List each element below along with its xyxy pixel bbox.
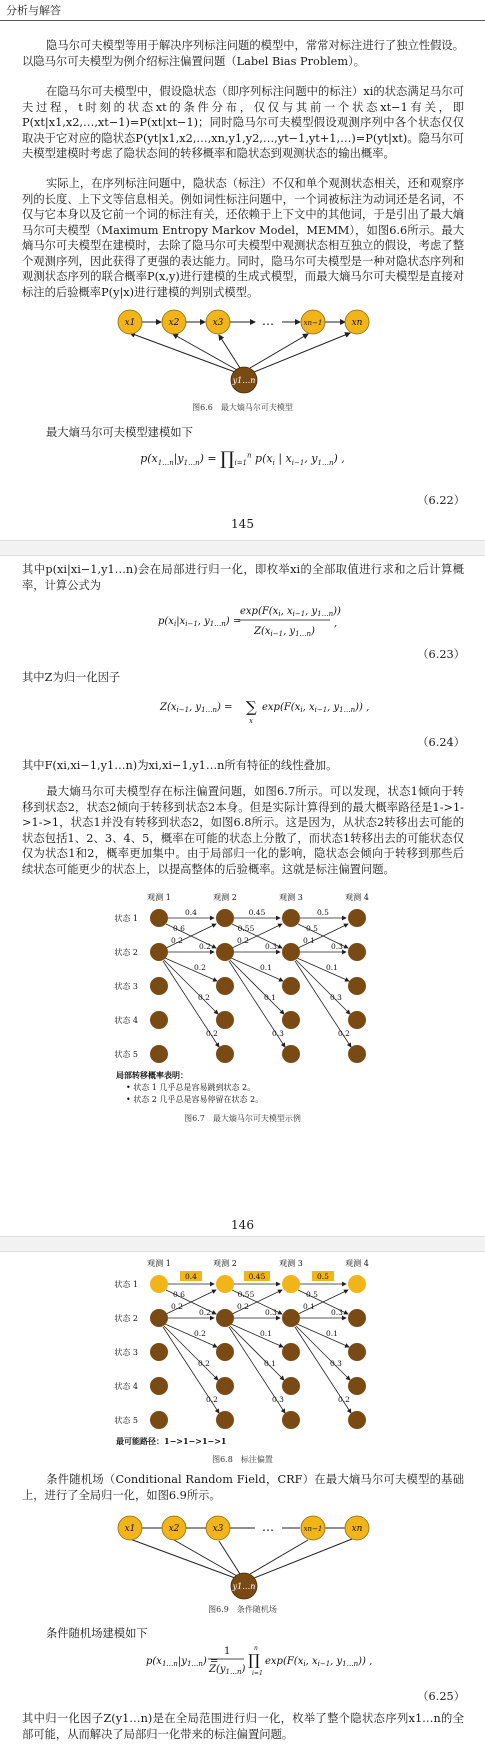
- svg-text:状态 5: 状态 5: [114, 1050, 138, 1059]
- svg-text:0.4: 0.4: [185, 1272, 197, 1281]
- eq-number-6-25: （6.25）: [417, 1690, 465, 1703]
- svg-text:…: …: [262, 314, 274, 328]
- paragraph-2: 在隐马尔可夫模型中，假设隐状态（即序列标注问题中的标注）xi的状态满足马尔可夫过程，t时刻的状态xt的条件分布，仅仅与其前一个状态xt−1有关，即P(xt|x1,x2,…,xt−1)=P(xt|xt−1)；同时隐马尔可夫模型假设观测序列中各个状态仅仅取决于它对应的隐状态P(yt|x1,x2,…,xn,y1,y2,…,yt−1,yt+1,…)=P(yt|xt)。隐马尔可夫模型建模时考虑了隐状态间的转移概率和隐状态到观测状态的输出概率。: [22, 85, 464, 160]
- page-number-146: 146: [231, 1218, 254, 1232]
- svg-text:0.45: 0.45: [248, 908, 266, 917]
- figure-6-6: [0, 300, 485, 398]
- svg-text:0.3: 0.3: [265, 1308, 277, 1317]
- svg-text:观测 2: 观测 2: [213, 1259, 237, 1268]
- equation-6-22: $p(x_{1\dots n}|y_{1\dots n})$ = $\prod_{i=1}^n$ $p(x_i$ | $x_{i-1}$, $y_{1\dots n}$) ,: [140, 448, 345, 469]
- paragraph-7: 其中F(xi,xi−1,y1…n)为xi,xi−1,y1…n所有特征的线性叠加。: [22, 759, 338, 772]
- svg-text:0.1: 0.1: [264, 993, 276, 1002]
- svg-text:状态 4: 状态 4: [114, 1016, 138, 1025]
- svg-text:…: …: [262, 1520, 274, 1534]
- svg-text:状态 1: 状态 1: [114, 914, 138, 923]
- figure-6-9: [0, 1508, 485, 1602]
- svg-text:0.1: 0.1: [303, 936, 315, 945]
- figure-6-7: [0, 888, 485, 1110]
- svg-text:0.6: 0.6: [173, 924, 185, 933]
- svg-text:0.2: 0.2: [237, 1302, 249, 1311]
- svg-text:0.1: 0.1: [303, 1302, 315, 1311]
- svg-text:0.1: 0.1: [260, 963, 272, 972]
- svg-text:状态 1: 状态 1: [114, 1280, 138, 1289]
- svg-text:,: ,: [334, 618, 338, 629]
- svg-text:i=1: i=1: [252, 1670, 263, 1677]
- svg-text:x1: x1: [124, 318, 136, 328]
- svg-text:0.2: 0.2: [171, 1302, 183, 1311]
- svg-text:0.2: 0.2: [199, 942, 211, 951]
- eq-number-6-24: （6.24）: [417, 736, 465, 749]
- svg-text:0.2: 0.2: [237, 936, 249, 945]
- svg-text:Z(xi−1, y1…n) =: $Z(x_{i-1}$, $y_{1\dots n}$) =: [160, 702, 233, 714]
- svg-text:0.1: 0.1: [264, 1359, 276, 1368]
- svg-text:x1: x1: [124, 1524, 136, 1534]
- svg-text:xn−1: xn−1: [303, 1525, 323, 1533]
- svg-text:状态 2: 状态 2: [114, 948, 138, 957]
- svg-text:x: x: [249, 717, 253, 725]
- svg-text:xn: xn: [351, 1524, 363, 1534]
- paragraph-3: 实际上，在序列标注问题中，隐状态（标注）不仅和单个观测状态相关，还和观察序列的长度、上下文等信息相关。例如词性标注问题中，一个词被标注为动词还是名词，不仅与它本身以及它前一个词的标注有关，还依赖于上下文中的其他词，于是引出了最大熵马尔可夫模型（Maximum Entropy Markov Model，MEMM），如图6.6所示。最大熵马尔可夫模型在建模时，去除了隐马尔可夫模型中观测状态相互独立的假设，考虑了整个观测序列，因此获得了更强的表达能力。同时，隐马尔可夫模型是一种对隐状态序列和观测状态序列的联合概率P(x,y)进行建模的生成式模型，而最大熵马尔可夫模型是直接对标注的后验概率P(y|x)进行建模的判别式模型。: [22, 177, 464, 299]
- paragraph-5: 其中p(xi|xi−1,y1…n)会在局部进行归一化，即枚举xi的全部取值进行求和之后计算概率，计算公式为: [22, 563, 464, 592]
- svg-text:状态 4: 状态 4: [114, 1382, 138, 1391]
- svg-text:观测 1: 观测 1: [147, 1259, 171, 1268]
- svg-text:局部转移概率表明：: 局部转移概率表明：: [116, 1070, 188, 1080]
- paragraph-10: 条件随机场建模如下: [46, 1627, 148, 1640]
- paragraph-6: 其中Z为归一化因子: [22, 671, 121, 684]
- svg-text:0.2: 0.2: [194, 1329, 206, 1338]
- caption-6-7: 图6.7 最大熵马尔可夫模型示例: [184, 1114, 301, 1123]
- svg-text:状态 2: 状态 2: [114, 1314, 138, 1323]
- svg-text:0.2: 0.2: [338, 1395, 350, 1404]
- page-separator: [0, 540, 485, 556]
- paragraph-8: 最大熵马尔可夫模型存在标注偏置问题，如图6.7所示。可以发现，状态1倾向于转移到状态2，状态2倾向于转移到状态2本身。但是实际计算得到的最大概率路径是1->1->1->1，状态1并没有转移到状态2，如图6.8所示。这是因为，从状态2转移出去可能的状态包括1、2、3、4、5，概率在可能的状态上分散了，而状态1转移出去的可能状态仅仅为状态1和2，概率更加集中。由于局部归一化的影响，隐状态会倾向于转移到那些后续状态可能更少的状态上，以提高整体的后验概率。这就是标注偏置问题。: [22, 785, 464, 876]
- svg-text:状态 3: 状态 3: [114, 1348, 138, 1357]
- caption-6-8: 图6.8 标注偏置: [212, 1455, 273, 1464]
- svg-text:0.55: 0.55: [237, 1290, 255, 1299]
- page-separator-2: [0, 1236, 485, 1252]
- svg-text:0.5: 0.5: [317, 1272, 329, 1281]
- svg-text:n: n: [254, 1645, 258, 1652]
- svg-text:0.4: 0.4: [185, 908, 197, 917]
- svg-text:Z(y1…n): $Z(y_{1\dots n})$: [209, 1664, 246, 1676]
- svg-text:p(x1…n|y1…n) =: $p(x_{1\dots n}|y_{1\dots n})$ =: [146, 1656, 219, 1668]
- svg-text:exp(F(xi, xi−1, y1…n)) ,: $\exp(F(x_i$, $x_{i-1}$, $y_{1\dots n}$)) ,: [265, 1656, 373, 1668]
- eq-number-6-23: （6.23）: [417, 648, 465, 661]
- svg-text:观测 4: 观测 4: [345, 1259, 369, 1268]
- paragraph-1: 隐马尔可夫模型等用于解决序列标注问题的模型中，常常对标注进行了独立性假设。以隐马尔可夫模型为例介绍标注偏置问题（Label Bias Problem）。: [22, 39, 464, 68]
- page-header: 分析与解答: [6, 4, 61, 17]
- svg-text:观测 3: 观测 3: [279, 893, 303, 902]
- svg-text:观测 1: 观测 1: [147, 893, 171, 902]
- svg-text:Z(xi−1, y1…n): $Z(x_{i-1}$, $y_{1\dots n}$): [254, 626, 315, 638]
- svg-text:0.3: 0.3: [272, 1029, 284, 1038]
- svg-text:观测 2: 观测 2: [213, 893, 237, 902]
- equation-6-25: [0, 1640, 485, 1682]
- svg-text:观测 4: 观测 4: [345, 893, 369, 902]
- svg-text:0.45: 0.45: [248, 1272, 266, 1281]
- svg-text:状态 5: 状态 5: [114, 1416, 138, 1425]
- svg-text:0.3: 0.3: [265, 942, 277, 951]
- equation-6-24: [0, 690, 485, 730]
- svg-text:0.2: 0.2: [194, 963, 206, 972]
- svg-text:0.2: 0.2: [171, 936, 183, 945]
- svg-text:0.2: 0.2: [338, 1029, 350, 1038]
- svg-text:x2: x2: [168, 318, 180, 328]
- svg-text:状态 3: 状态 3: [114, 982, 138, 991]
- svg-text:xn: xn: [351, 318, 363, 328]
- svg-text:0.3: 0.3: [331, 1308, 343, 1317]
- caption-6-6: 图6.6 最大熵马尔可夫模型: [192, 403, 293, 412]
- svg-text:0.3: 0.3: [330, 993, 342, 1002]
- svg-text:x3: x3: [212, 318, 224, 328]
- svg-text:0.3: 0.3: [331, 942, 343, 951]
- svg-text:∑: ∑: [246, 698, 257, 716]
- paragraph-11: 其中归一化因子Z(y1…n)是在全局范围进行归一化，枚举了整个隐状态序列x1…n的全部可能，从而解决了局部归一化带来的标注偏置问题。: [22, 1712, 464, 1741]
- svg-text:0.1: 0.1: [260, 1329, 272, 1338]
- svg-text:0.2: 0.2: [206, 1395, 218, 1404]
- page-number-145: 145: [231, 517, 254, 531]
- paragraph-9: 条件随机场（Conditional Random Field，CRF）在最大熵马尔可夫模型的基础上，进行了全局归一化，如图6.9所示。: [22, 1473, 464, 1502]
- svg-text:最可能路径：1−>1−>1−>1: 最可能路径：1−>1−>1−>1: [116, 1436, 227, 1446]
- svg-text:0.3: 0.3: [272, 1395, 284, 1404]
- svg-text:∏: ∏: [248, 1651, 260, 1669]
- equation-6-23: [0, 598, 485, 642]
- svg-text:0.3: 0.3: [330, 1359, 342, 1368]
- svg-text:0.2: 0.2: [199, 1308, 211, 1317]
- svg-text:• 状态 2 几乎总是容易停留在状态 2。: • 状态 2 几乎总是容易停留在状态 2。: [126, 1095, 264, 1104]
- svg-text:0.5: 0.5: [306, 1290, 318, 1299]
- svg-text:0.5: 0.5: [317, 908, 329, 917]
- svg-text:0.2: 0.2: [198, 1359, 210, 1368]
- svg-text:0.6: 0.6: [173, 1290, 185, 1299]
- svg-text:0.1: 0.1: [326, 1329, 338, 1338]
- svg-text:1: 1: [224, 1646, 231, 1657]
- svg-text:exp(F(xi, xi−1, y1…n)): $\exp(F(x_i$, $x_{i-1}$, $y_{1\dots n}$)): [240, 606, 341, 618]
- svg-text:0.55: 0.55: [237, 924, 255, 933]
- svg-text:p(xi|xi−1, y1…n) =: $p(x_i|x_{i-1}$, $y_{1\dots n}$) =: [158, 616, 242, 628]
- svg-text:y1…n: y1…n: [232, 1582, 256, 1591]
- header-rule: [0, 20, 485, 21]
- svg-text:观测 3: 观测 3: [279, 1259, 303, 1268]
- svg-text:y1…n: y1…n: [232, 376, 256, 385]
- svg-text:x2: x2: [168, 1524, 180, 1534]
- figure-6-8: [0, 1254, 485, 1450]
- eq-number-6-22: （6.22）: [417, 494, 465, 507]
- svg-text:0.1: 0.1: [326, 963, 338, 972]
- svg-text:• 状态 1 几乎总是容易跳到状态 2。: • 状态 1 几乎总是容易跳到状态 2。: [126, 1083, 256, 1092]
- paragraph-4: 最大熵马尔可夫模型建模如下: [46, 426, 193, 439]
- svg-text:xn−1: xn−1: [303, 319, 323, 327]
- svg-text:0.5: 0.5: [306, 924, 318, 933]
- caption-6-9: 图6.9 条件随机场: [208, 1605, 277, 1614]
- svg-text:0.2: 0.2: [198, 993, 210, 1002]
- svg-text:x3: x3: [212, 1524, 224, 1534]
- svg-text:exp(F(xi, xi−1, y1…n)) ,: $\exp(F(x_i$, $x_{i-1}$, $y_{1\dots n}$)) ,: [262, 702, 370, 714]
- svg-text:0.2: 0.2: [206, 1029, 218, 1038]
